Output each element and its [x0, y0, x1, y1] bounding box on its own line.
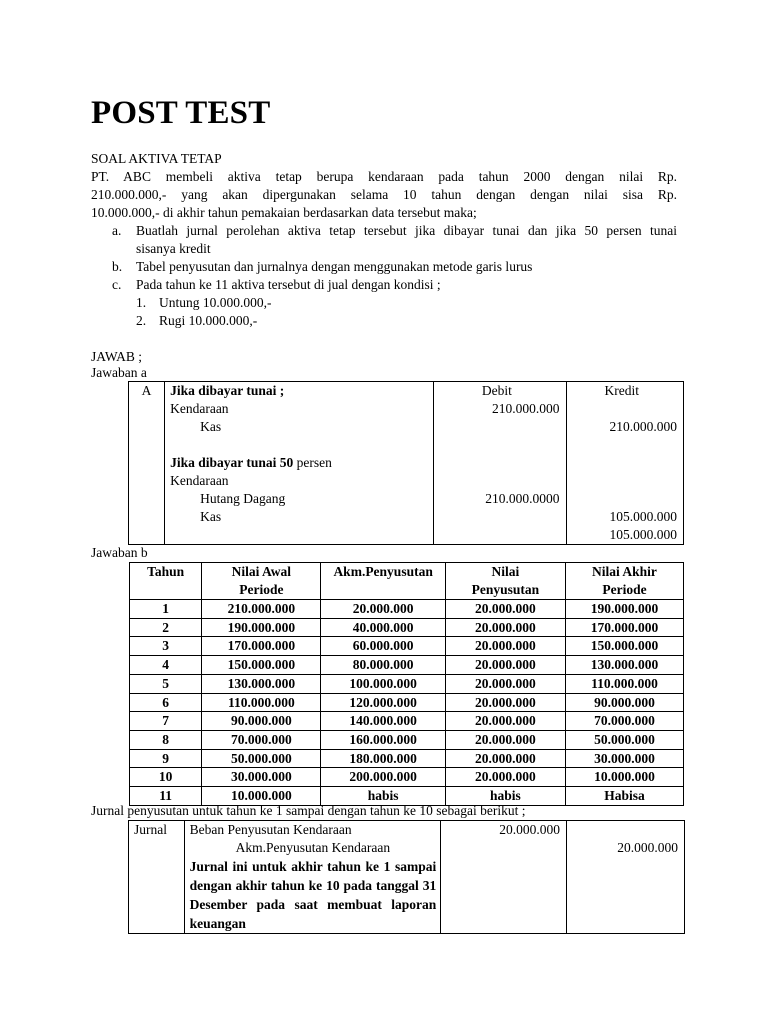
header-nilai-akhir: Nilai Akhir Periode: [565, 563, 683, 600]
cell-nilai-awal: 50.000.000: [202, 749, 321, 768]
table-c-kredit-value: 20.000.000: [617, 840, 678, 855]
cell-nilai-penyusutan: 20.000.000: [445, 749, 565, 768]
cell-tahun: 8: [130, 730, 202, 749]
cell-nilai-penyusutan: 20.000.000: [445, 656, 565, 675]
list-item-a-line-1: Buatlah jurnal perolehan aktiva tetap tersebut jika dibayar tunai dan jika 50 persen tunai: [136, 223, 677, 238]
cell-nilai-penyusutan: 20.000.000: [445, 637, 565, 656]
cell-nilai-awal: 70.000.000: [202, 730, 321, 749]
cell-tahun: 11: [130, 787, 202, 806]
cell-akm-penyusutan: 120.000.000: [321, 693, 446, 712]
depreciation-table-body: [130, 600, 684, 806]
table-row: [130, 768, 684, 787]
table-a-kredit-column: [566, 382, 684, 545]
cell-tahun: 7: [130, 712, 202, 731]
cell-akm-penyusutan: 200.000.000: [321, 768, 446, 787]
sublist-item-1: Untung 10.000.000,-: [159, 295, 272, 310]
cell-tahun: 4: [130, 656, 202, 675]
sublist-item-2: Rugi 10.000.000,-: [159, 313, 258, 328]
cell-nilai-penyusutan: habis: [445, 787, 565, 806]
tunai50-bold: Jika dibayar tunai 50: [170, 455, 294, 470]
table-row: [130, 656, 684, 675]
cell-nilai-penyusutan: 20.000.000: [445, 768, 565, 787]
table-row: [130, 730, 684, 749]
sublist-marker-1: 1.: [136, 295, 147, 310]
table-row: [130, 712, 684, 731]
cell-nilai-awal: 210.000.000: [202, 600, 321, 619]
cell-tahun: 10: [130, 768, 202, 787]
list-marker-c: c.: [112, 277, 122, 292]
cell-nilai-akhir: 10.000.000: [565, 768, 683, 787]
problem-line-2: 210.000.000,- yang akan dipergunakan selama 10 tahun dengan dengan nilai sisa Rp.: [91, 187, 677, 202]
account-hutang-dagang: Hutang Dagang: [200, 491, 286, 506]
list-marker-a: a.: [112, 223, 122, 238]
cell-nilai-penyusutan: 20.000.000: [445, 600, 565, 619]
cell-akm-penyusutan: 20.000.000: [321, 600, 446, 619]
cell-akm-penyusutan: 140.000.000: [321, 712, 446, 731]
account-beban-penyusutan: Beban Penyusutan Kendaraan: [189, 822, 352, 837]
depreciation-table: [129, 562, 684, 806]
cell-nilai-akhir: Habisa: [565, 787, 683, 806]
cell-nilai-akhir: 30.000.000: [565, 749, 683, 768]
tunai50-title: [170, 454, 433, 472]
debit-value-1: 210.000.000: [492, 401, 560, 416]
table-row: [130, 600, 684, 619]
cell-nilai-awal: 190.000.000: [202, 618, 321, 637]
jawab-heading: JAWAB ;: [91, 349, 143, 364]
cell-nilai-akhir: 170.000.000: [565, 618, 683, 637]
cell-nilai-awal: 90.000.000: [202, 712, 321, 731]
cell-nilai-penyusutan: 20.000.000: [445, 674, 565, 693]
cell-nilai-awal: 110.000.000: [202, 693, 321, 712]
journal-table-c: [128, 820, 685, 934]
cell-nilai-penyusutan: 20.000.000: [445, 693, 565, 712]
cell-nilai-awal: 170.000.000: [202, 637, 321, 656]
list-marker-b: b.: [112, 259, 123, 274]
cell-tahun: 3: [130, 637, 202, 656]
account-kas-1: Kas: [200, 419, 222, 434]
sublist-marker-2: 2.: [136, 313, 147, 328]
list-item-c: Pada tahun ke 11 aktiva tersebut di jual dengan kondisi ;: [136, 277, 441, 292]
table-a-debit-column: [434, 382, 566, 545]
table-c-kredit: [567, 821, 685, 934]
section-heading: SOAL AKTIVA TETAP: [91, 151, 222, 166]
jawaban-b-label: Jawaban b: [91, 545, 148, 560]
journal-table-a: [128, 381, 684, 545]
header-nilai-penyusutan: Nilai Penyusutan: [445, 563, 565, 600]
header-tahun: Tahun: [130, 563, 202, 600]
cell-nilai-awal: 130.000.000: [202, 674, 321, 693]
kredit-value-2a: 105.000.000: [609, 509, 677, 524]
cell-tahun: 6: [130, 693, 202, 712]
page-title: POST TEST: [91, 95, 271, 131]
table-row: [130, 749, 684, 768]
cell-nilai-penyusutan: 20.000.000: [445, 712, 565, 731]
cell-nilai-penyusutan: 20.000.000: [445, 618, 565, 637]
problem-line-3: 10.000.000,- di akhir tahun pemakaian berdasarkan data tersebut maka;: [91, 205, 477, 220]
table-c-note: Jurnal ini untuk akhir tahun ke 1 sampai dengan akhir tahun ke 10 pada tanggal 31 Desember pada saat membuat laporan keuangan: [189, 859, 437, 931]
account-kas-2: Kas: [200, 509, 222, 524]
table-c-debit-value: 20.000.000: [499, 822, 561, 837]
cell-nilai-akhir: 70.000.000: [565, 712, 683, 731]
account-kendaraan-2: Kendaraan: [170, 473, 229, 488]
cell-nilai-akhir: 130.000.000: [565, 656, 683, 675]
cell-akm-penyusutan: 100.000.000: [321, 674, 446, 693]
cell-nilai-awal: 150.000.000: [202, 656, 321, 675]
table-row: [130, 618, 684, 637]
cell-akm-penyusutan: 60.000.000: [321, 637, 446, 656]
account-kendaraan-1: Kendaraan: [170, 401, 229, 416]
debit-value-2: 210.000.0000: [485, 491, 560, 506]
list-item-b: Tabel penyusutan dan jurnalnya dengan menggunakan metode garis lurus: [136, 259, 533, 274]
problem-line-1: PT. ABC membeli aktiva tetap berupa kendaraan pada tahun 2000 dengan nilai Rp.: [91, 169, 677, 184]
list-item-a-line-2: sisanya kredit: [136, 241, 211, 256]
table-a-col-label: A: [129, 382, 165, 545]
cell-akm-penyusutan: 80.000.000: [321, 656, 446, 675]
kredit-value-1: 210.000.000: [609, 419, 677, 434]
cell-tahun: 2: [130, 618, 202, 637]
table-row: [130, 693, 684, 712]
account-akm-penyusutan: Akm.Penyusutan Kendaraan: [235, 840, 391, 855]
table-a-description: [165, 382, 434, 545]
cell-tahun: 1: [130, 600, 202, 619]
table-row: [130, 637, 684, 656]
table-row: [130, 674, 684, 693]
tunai50-rest: persen: [293, 455, 332, 470]
kredit-value-2b: 105.000.000: [609, 527, 677, 542]
cell-tahun: 5: [130, 674, 202, 693]
table-c-label: Jurnal: [129, 821, 185, 934]
cell-nilai-awal: 30.000.000: [202, 768, 321, 787]
jurnal-caption: Jurnal penyusutan untuk tahun ke 1 sampai dengan tahun ke 10 sebagai berikut ;: [91, 803, 526, 818]
cell-akm-penyusutan: habis: [321, 787, 446, 806]
cell-akm-penyusutan: 180.000.000: [321, 749, 446, 768]
cell-tahun: 9: [130, 749, 202, 768]
cell-nilai-akhir: 50.000.000: [565, 730, 683, 749]
cell-nilai-akhir: 190.000.000: [565, 600, 683, 619]
cell-nilai-akhir: 110.000.000: [565, 674, 683, 693]
cell-akm-penyusutan: 160.000.000: [321, 730, 446, 749]
jawaban-a-label: Jawaban a: [91, 365, 147, 380]
cell-nilai-akhir: 150.000.000: [565, 637, 683, 656]
table-c-description: [184, 821, 441, 934]
debit-header: Debit: [481, 383, 512, 398]
cell-akm-penyusutan: 40.000.000: [321, 618, 446, 637]
cell-nilai-penyusutan: 20.000.000: [445, 730, 565, 749]
table-c-debit: [441, 821, 567, 934]
cell-nilai-akhir: 90.000.000: [565, 693, 683, 712]
header-akm-penyusutan: Akm.Penyusutan: [321, 563, 446, 600]
kredit-header: Kredit: [604, 383, 639, 398]
tunai-title: Jika dibayar tunai ;: [170, 383, 285, 398]
cell-nilai-awal: 10.000.000: [202, 787, 321, 806]
header-nilai-awal: Nilai Awal Periode: [202, 563, 321, 600]
